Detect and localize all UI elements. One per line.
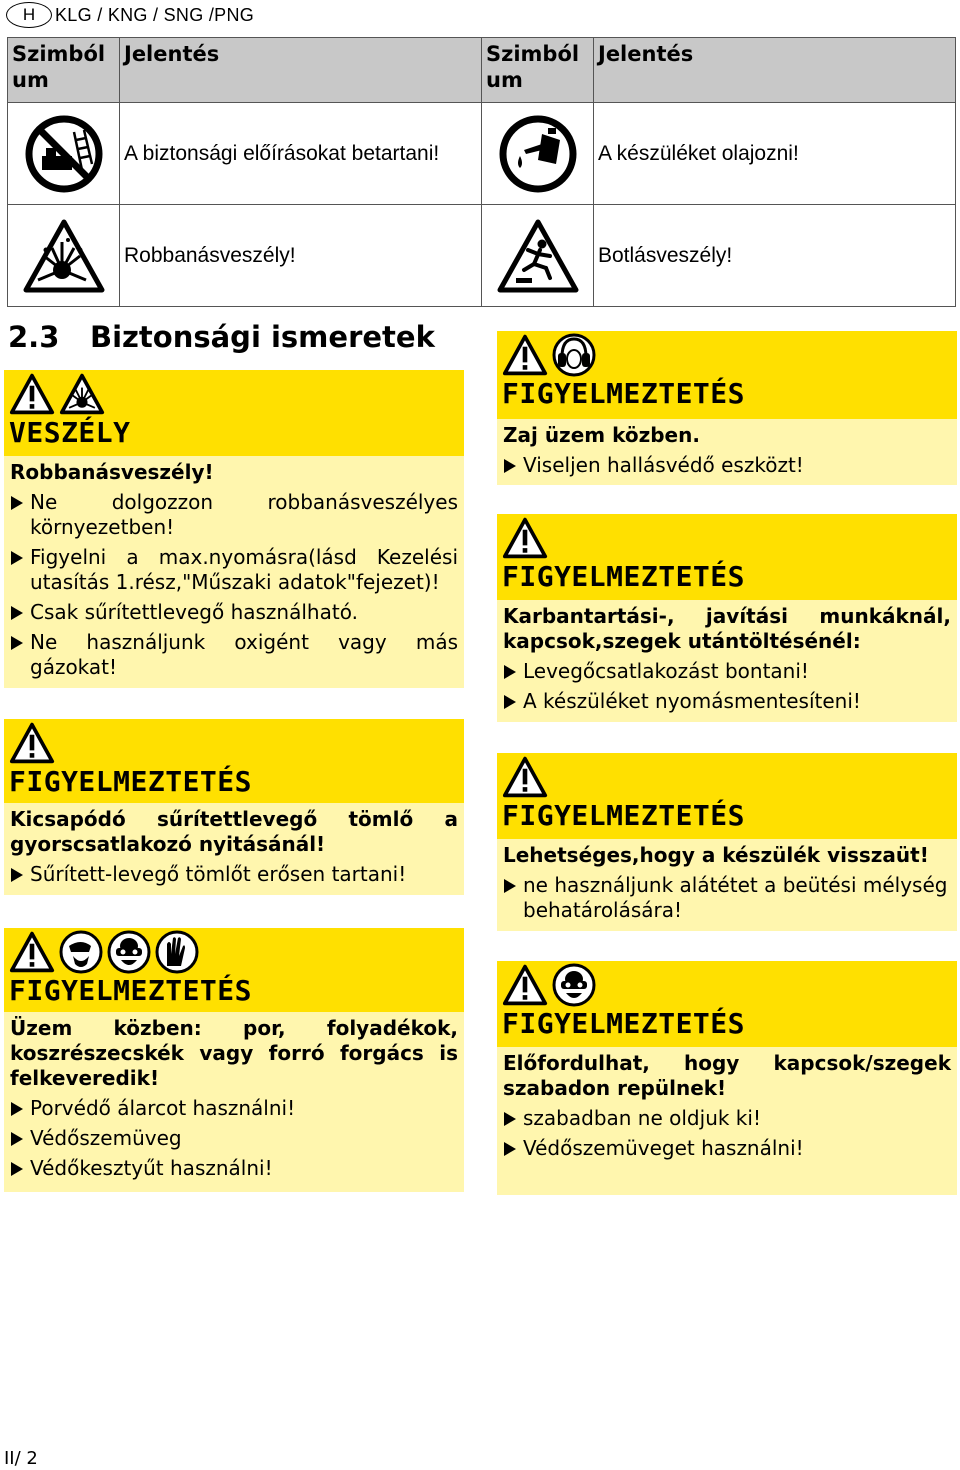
hose-warning-box	[4, 719, 464, 895]
warning-icon	[502, 755, 548, 799]
bullet-item: Védőkesztyűt használni!	[10, 1156, 458, 1181]
table-cell-symbol	[482, 103, 594, 205]
bullet-item: ne használjunk alátétet a beütési mélység behatárolására!	[503, 873, 951, 923]
bullet-item: Védőszemüveg	[10, 1126, 458, 1151]
language-badge: H	[6, 2, 52, 28]
section-title	[8, 320, 435, 354]
signal-word: FIGYELMEZTETÉS	[502, 1007, 746, 1040]
bullet-item: Viseljen hallásvédő eszközt!	[503, 453, 951, 478]
warning-icon	[9, 930, 55, 974]
box-lead: Kicsapódó sűrítettlevegő tömlő a gyorscsatlakozó nyitásánál!	[10, 807, 458, 856]
section-number: 2.3	[8, 320, 60, 354]
bullet-item: A készüléket nyomásmentesíteni!	[503, 689, 951, 714]
oil-can-icon	[498, 114, 578, 194]
table-row	[8, 205, 956, 307]
no-ladder-icon	[24, 114, 104, 194]
table-cell-meaning: Botlásveszély!	[594, 205, 956, 307]
dust-mask-icon	[59, 930, 103, 974]
warning-icon	[502, 516, 548, 560]
bullet-item: Védőszemüveget használni!	[503, 1136, 951, 1161]
signal-word: FIGYELMEZTETÉS	[502, 377, 746, 410]
signal-word: FIGYELMEZTETÉS	[9, 765, 253, 798]
table-row	[8, 103, 956, 205]
page-number: II/ 2	[4, 1448, 38, 1469]
box-lead: Robbanásveszély!	[10, 460, 214, 484]
box-lead: Zaj üzem közben.	[503, 423, 700, 447]
signal-word: FIGYELMEZTETÉS	[9, 974, 253, 1007]
warning-icon	[502, 963, 548, 1007]
safety-goggles-icon	[107, 930, 151, 974]
trip-hazard-icon	[496, 218, 580, 294]
warning-icon	[9, 721, 55, 765]
warning-icon	[9, 372, 55, 416]
dust-warning-box	[4, 928, 464, 1192]
flying-fasteners-warning-box	[497, 961, 957, 1195]
table-cell-symbol	[8, 103, 120, 205]
bullet-item: Porvédő álarcot használni!	[10, 1096, 458, 1121]
box-lead: Előfordulhat, hogy kapcsok/szegek szabadon repülnek!	[503, 1051, 951, 1100]
table-cell-meaning: A biztonsági előírásokat betartani!	[120, 103, 482, 205]
table-header-row	[8, 38, 956, 103]
bullet-item: szabadban ne oldjuk ki!	[503, 1106, 951, 1131]
box-lead: Lehetséges,hogy a készülék visszaüt!	[503, 843, 929, 867]
signal-word: VESZÉLY	[9, 416, 131, 449]
table-cell-meaning: A készüléket olajozni!	[594, 103, 956, 205]
section-heading: Biztonsági ismeretek	[90, 320, 435, 354]
ear-protection-icon	[552, 333, 596, 377]
bullet-item: Sűrített-levegő tömlőt erősen tartani!	[10, 862, 458, 887]
bullet-item: Csak sűrítettlevegő használható.	[10, 600, 458, 625]
page-header	[6, 2, 254, 28]
bullet-item: Ne dolgozzon robbanásveszélyes környezetben!	[10, 490, 458, 540]
col-symbol-header: Szimból um	[8, 38, 120, 103]
bullet-item: Ne használjunk oxigént vagy más gázokat!	[10, 630, 458, 680]
signal-word: FIGYELMEZTETÉS	[502, 560, 746, 593]
table-cell-symbol	[482, 205, 594, 307]
bullet-item: Levegőcsatlakozást bontani!	[503, 659, 951, 684]
box-lead: Üzem közben: por, folyadékok, koszrészecskék vagy forró forgács is felkeveredik!	[10, 1016, 458, 1090]
col-meaning-header-2: Jelentés	[594, 38, 956, 103]
warning-icon	[502, 333, 548, 377]
recoil-warning-box	[497, 753, 957, 931]
noise-warning-box	[497, 331, 957, 485]
safety-goggles-icon	[552, 963, 596, 1007]
signal-word: FIGYELMEZTETÉS	[502, 799, 746, 832]
box-lead: Karbantartási-, javítási munkáknál, kapcsok,szegek utántöltésénél:	[503, 604, 951, 653]
model-list: KLG / KNG / SNG /PNG	[55, 4, 255, 25]
explosion-warning-icon	[22, 218, 106, 294]
table-cell-symbol	[8, 205, 120, 307]
col-meaning-header: Jelentés	[120, 38, 482, 103]
col-symbol-header-2: Szimból um	[482, 38, 594, 103]
explosion-warning-icon	[59, 372, 105, 416]
bullet-item: Figyelni a max.nyomásra(lásd Kezelési utasítás 1.rész,"Műszaki adatok"fejezet)!	[10, 545, 458, 595]
gloves-icon	[155, 930, 199, 974]
table-cell-meaning: Robbanásveszély!	[120, 205, 482, 307]
maintenance-warning-box	[497, 514, 957, 722]
danger-box	[4, 370, 464, 688]
symbol-table	[7, 37, 956, 307]
